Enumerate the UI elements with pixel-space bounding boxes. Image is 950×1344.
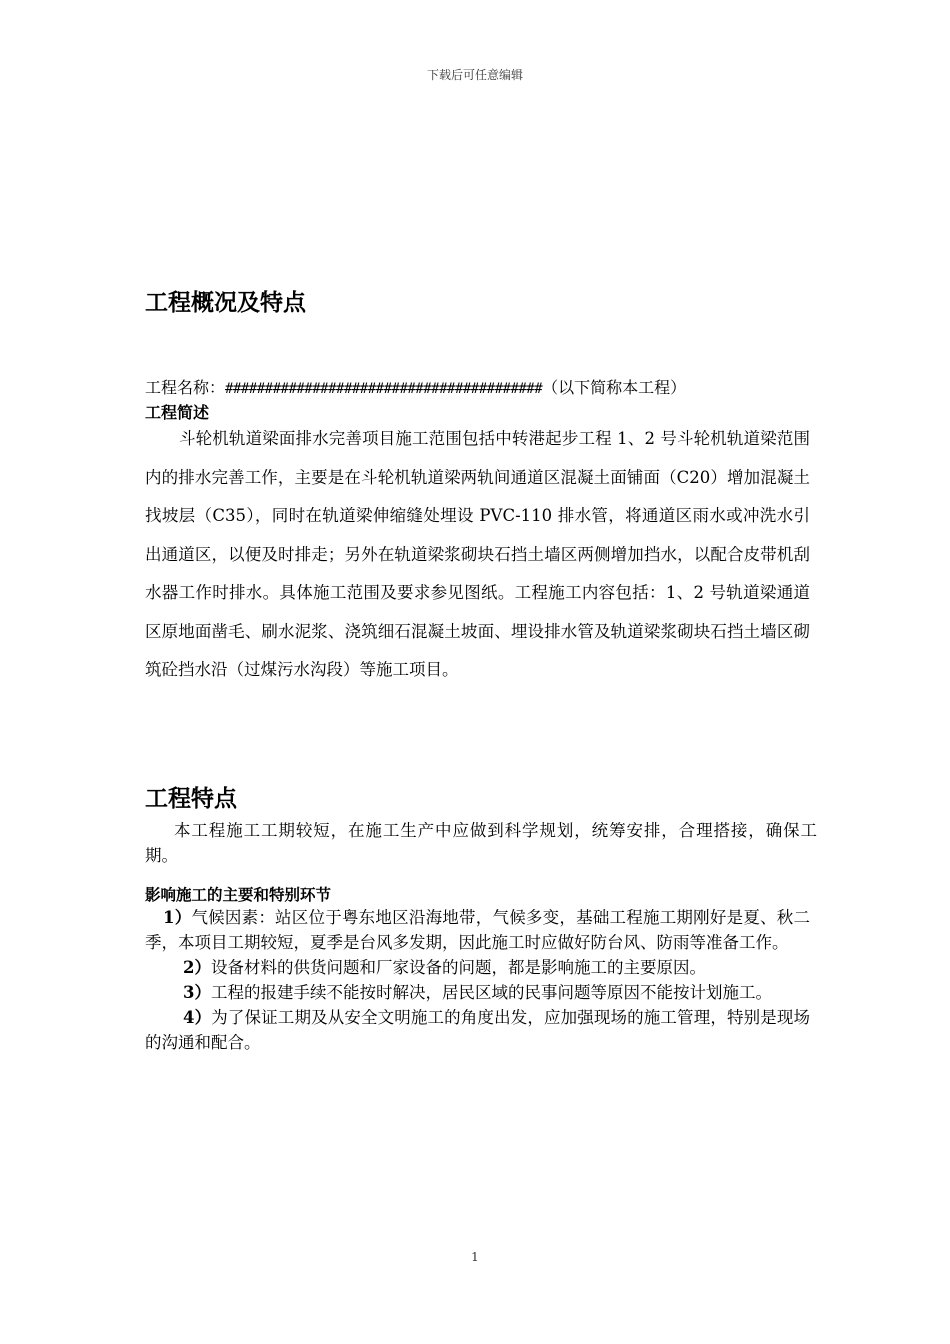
features-paragraph: 本工程施工工期较短，在施工生产中应做到科学规划，统筹安排，合理搭接，确保工期。 bbox=[145, 821, 817, 865]
factor-item bbox=[145, 955, 810, 980]
factor-number: 3） bbox=[183, 983, 211, 1002]
section-title-features: 工程特点 bbox=[145, 786, 237, 812]
project-name-line bbox=[145, 375, 686, 398]
factor-text: 气候因素：站区位于粤东地区沿海地带，气候多变，基础工程施工期刚好是夏、秋二季，本项目工期较短，夏季是台风多发期，因此施工时应做好防台风、防雨等准备工作。 bbox=[145, 908, 811, 952]
factor-text: 设备材料的供货问题和厂家设备的问题，都是影响施工的主要原因。 bbox=[210, 958, 706, 977]
project-description: 斗轮机轨道梁面排水完善项目施工范围包括中转港起步工程 1、2 号斗轮机轨道梁范围内的排水完善工作，主要是在斗轮机轨道梁两轨间通道区混凝土面铺面（C20）增加混凝土找坡层（C35），同时在轨道梁伸缩缝处埋设 PVC-110 排水管，将通道区雨水或冲洗水引出通道区，以便及时排走；另外在轨道梁浆砌块石挡土墙区两侧增加挡水，以配合皮带机刮水器工作时排水。具体施工范围及要求参见图纸。工程施工内容包括：1、2 号轨道梁通道区原地面凿毛、刷水泥浆、浇筑细石混凝土坡面、埋设排水管及轨道梁浆砌块石挡土墙区砌筑砼挡水沿（过煤污水沟段）等施工项目。 bbox=[145, 429, 810, 679]
factor-text: 工程的报建手续不能按时解决，居民区域的民事问题等原因不能按计划施工。 bbox=[210, 983, 772, 1002]
subsection-title-summary: 工程简述 bbox=[145, 403, 210, 422]
factor-item bbox=[145, 980, 810, 1005]
page-header: 下载后可任意编辑 bbox=[426, 68, 523, 82]
factor-number: 4） bbox=[183, 1008, 212, 1027]
factor-item bbox=[145, 1005, 810, 1055]
factor-number: 1） bbox=[163, 908, 192, 927]
factor-number: 2） bbox=[183, 958, 211, 977]
page-number: 1 bbox=[471, 1250, 479, 1264]
factor-item bbox=[145, 905, 810, 955]
project-name-label: 工程名称： bbox=[145, 378, 226, 397]
project-name-value: ######################################## bbox=[225, 381, 543, 397]
project-name-suffix: （以下简称本工程） bbox=[542, 378, 687, 397]
factor-text: 为了保证工期及从安全文明施工的角度出发，应加强现场的施工管理，特别是现场的沟通和配合。 bbox=[145, 1008, 811, 1052]
subsection-title-factors: 影响施工的主要和特别环节 bbox=[145, 886, 332, 904]
section-title-overview: 工程概况及特点 bbox=[145, 290, 306, 316]
factor-list bbox=[145, 905, 810, 1055]
